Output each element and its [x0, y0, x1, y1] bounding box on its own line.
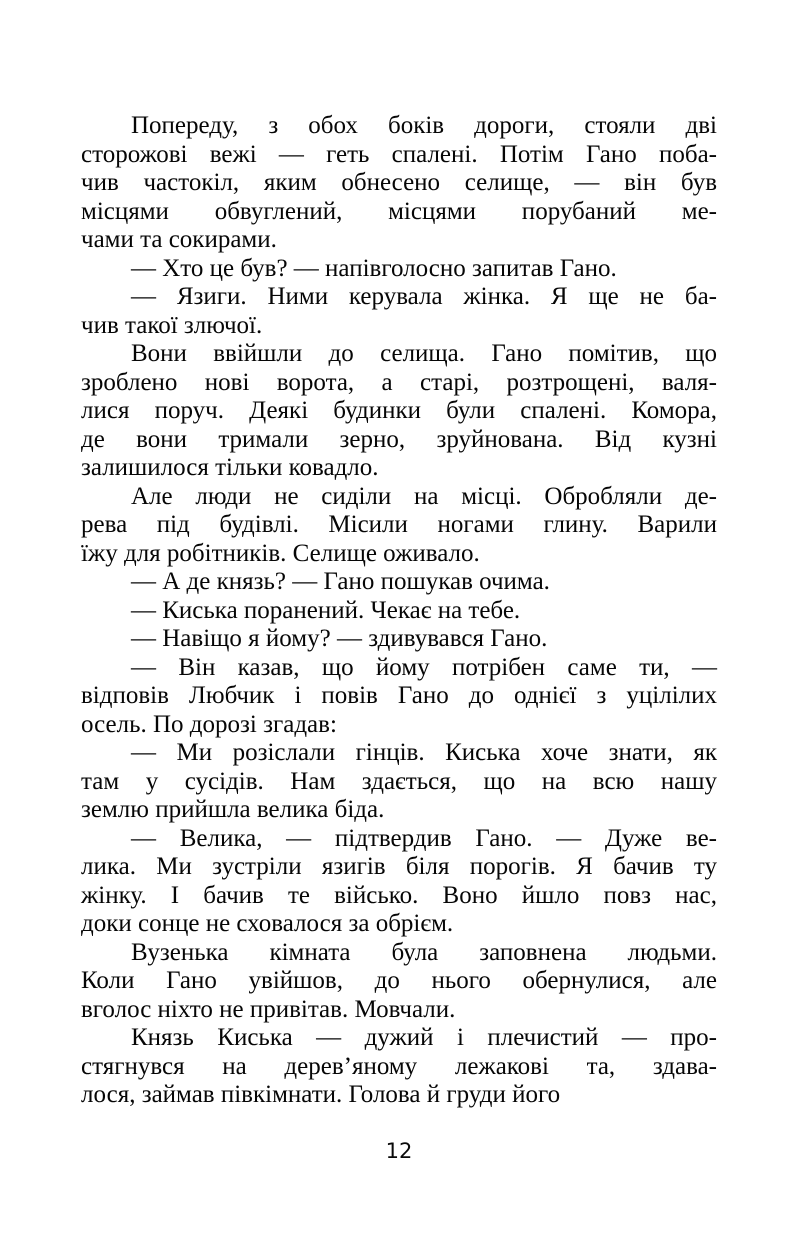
text-line: — Він казав, що йому потрібен саме ти, — — [131, 653, 717, 681]
text-line: відповів Любчик і повів Гано до однієї з уцілілих — [81, 682, 717, 709]
paragraph — [81, 568, 717, 597]
text-line: вголос ніхто не привітав. Мовчали. — [81, 995, 456, 1023]
paragraph — [81, 939, 717, 1025]
paragraph — [81, 625, 717, 654]
text-line: чив такої злючої. — [81, 311, 263, 339]
text-line: жінку. І бачив те військо. Воно йшло повз нас, — [81, 881, 717, 909]
text-line: чами та сокирами. — [81, 226, 277, 253]
paragraph — [81, 1024, 717, 1110]
text-line: осель. По дорозі згадав: — [81, 710, 337, 738]
text-line: — Навіщо я йому? — здивувався Гано. — [131, 625, 548, 652]
paragraph — [81, 255, 717, 284]
text-line: — Велика, — підтвердив Гано. — Дуже ве- — [131, 824, 717, 852]
text-line: сторожові вежі — геть спалені. Потім Гано поба- — [81, 140, 717, 168]
text-line: — Киська поранений. Чекає на тебе. — [131, 596, 521, 624]
text-line: — Хто це був? — напівголосно запитав Гано. — [131, 254, 617, 282]
text-line: Князь Киська — дужий і плечистий — про- — [131, 1024, 717, 1051]
text-line: залишилося тільки ковадло. — [81, 454, 379, 481]
text-column — [81, 112, 717, 1110]
text-line: зроблено нові ворота, а старі, розтрощені, валя- — [81, 368, 717, 396]
paragraph — [81, 825, 717, 939]
text-line: де вони тримали зерно, зруйнована. Від кузні — [81, 425, 717, 453]
text-line: Але люди не сиділи на місці. Обробляли де- — [131, 482, 717, 510]
text-line: стягнувся на дерев’яному лежакові та, здава- — [81, 1052, 717, 1080]
text-line: — А де князь? — Гано пошукав очима. — [131, 568, 550, 595]
text-line: — Язиги. Ними керувала жінка. Я ще не ба- — [131, 283, 717, 310]
text-line: там у сусідів. Нам здається, що на всю нашу — [81, 767, 717, 795]
text-line: лика. Ми зустріли язигів біля порогів. Я бачив ту — [81, 853, 717, 880]
text-line: доки сонце не сховалося за обрієм. — [81, 910, 454, 937]
text-line: їжу для робітників. Селище оживало. — [81, 539, 480, 567]
paragraph — [81, 283, 717, 340]
paragraph — [81, 597, 717, 626]
text-line: рева під будівлі. Місили ногами глину. Варили — [81, 511, 717, 538]
text-line: Попереду, з обох боків дороги, стояли дві — [131, 112, 717, 139]
page-number: 12 — [385, 1139, 413, 1163]
text-line: землю прийшла велика біда. — [81, 796, 385, 823]
text-line: Вузенька кімната була заповнена людьми. — [131, 938, 717, 966]
text-line: Коли Гано увійшов, до нього обернулися, але — [81, 967, 717, 994]
paragraph — [81, 654, 717, 740]
text-line: лися поруч. Деякі будинки були спалені. Комора, — [81, 397, 717, 424]
text-line: — Ми розіслали гінців. Киська хоче знати, як — [131, 739, 717, 766]
paragraph — [81, 340, 717, 483]
text-line: чив частокіл, яким обнесено селище, — він був — [81, 169, 717, 196]
text-line: Вони ввійшли до селища. Гано помітив, що — [131, 340, 717, 367]
paragraph — [81, 112, 717, 255]
text-line: лося, займав півкімнати. Голова й груди його — [81, 1081, 561, 1108]
text-line: місцями обвуглений, місцями порубаний ме- — [81, 197, 717, 225]
paragraph — [81, 483, 717, 569]
paragraph — [81, 739, 717, 825]
